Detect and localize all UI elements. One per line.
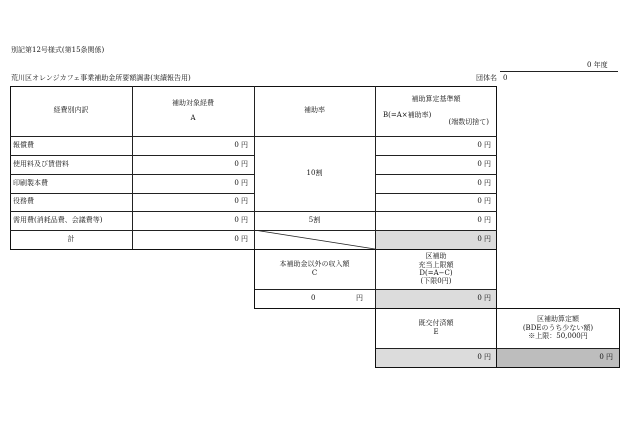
org-value: 0 <box>503 74 508 82</box>
total-amount: 0 円 <box>234 234 248 243</box>
row-name: 報償費 <box>13 140 34 149</box>
grid-line <box>496 249 497 367</box>
final-rule: (BDEのうち少ない額) <box>522 323 594 332</box>
total-label: 計 <box>67 234 75 243</box>
grid-line <box>375 308 376 367</box>
grid-line <box>496 86 497 249</box>
limit-note: (下限0円) <box>420 277 452 286</box>
fiscal-year-underline <box>500 71 618 72</box>
grid-line <box>254 86 255 249</box>
row-base: 0 円 <box>477 215 491 224</box>
header-target-letter: A <box>190 114 196 122</box>
income-value: 0 <box>311 293 316 302</box>
limit-header <box>375 249 497 289</box>
income-label: 本補助金以外の収入額 <box>279 259 350 268</box>
grid-line <box>132 86 133 249</box>
limit-label-2: 充当上限額 <box>418 260 454 269</box>
paid-header <box>375 308 497 348</box>
row-base: 0 円 <box>477 140 491 149</box>
grid-line <box>375 249 376 308</box>
grid-line <box>254 308 620 309</box>
paid-label: 既交付済額 <box>418 318 454 327</box>
limit-formula: D(=A−C) <box>419 269 453 277</box>
row-amount: 0 円 <box>234 159 248 168</box>
row-base: 0 円 <box>477 159 491 168</box>
paid-value: 0 円 <box>477 352 491 361</box>
row-name: 印刷製本費 <box>13 178 48 187</box>
final-label: 区補助算定額 <box>537 314 579 323</box>
row-name: 使用料及び賃借料 <box>13 159 69 168</box>
grid-line <box>619 308 620 367</box>
header-rate: 補助率 <box>304 106 325 115</box>
header-item: 経費別内訳 <box>53 106 89 115</box>
paid-letter: E <box>433 328 439 336</box>
row-amount: 0 円 <box>234 140 248 149</box>
final-value: 0 円 <box>599 352 613 361</box>
income-letter: C <box>311 269 318 277</box>
limit-value: 0 円 <box>477 293 491 302</box>
income-unit: 円 <box>356 293 363 302</box>
row-amount: 0 円 <box>234 178 248 187</box>
header-target-label: 補助対象経費 <box>172 98 214 107</box>
row-name: 役務費 <box>13 197 34 206</box>
page-title: 荒川区オレンジカフェ事業補助金所要額調書(実績報告用) <box>11 74 191 82</box>
final-header <box>497 308 619 348</box>
grid-line <box>375 367 620 368</box>
income-header <box>254 249 375 289</box>
row-amount: 0 円 <box>234 197 248 206</box>
form-label: 別記第12号様式(第15条関係) <box>11 46 105 54</box>
grid-line <box>375 348 620 349</box>
row-base: 0 円 <box>477 178 491 187</box>
grid-line <box>375 86 376 249</box>
header-base-rounding: (端数切捨て) <box>448 118 489 127</box>
grid-line <box>375 174 497 175</box>
header-base-label: 補助算定基準額 <box>411 94 461 103</box>
grid-line <box>10 86 11 249</box>
total-rate-diagonal <box>254 230 375 249</box>
grid-line <box>254 249 255 308</box>
header-target <box>132 86 254 136</box>
grid-line <box>375 193 497 194</box>
total-base: 0 円 <box>477 234 491 243</box>
limit-label-1: 区補助 <box>425 252 447 261</box>
rate-lower: 5割 <box>308 215 321 224</box>
row-name: 需用費(消耗品費、会議費等) <box>13 215 103 224</box>
final-cap: ※上限：50,000円 <box>528 332 588 341</box>
grid-line <box>375 155 497 156</box>
org-label: 団体名 <box>476 74 497 82</box>
header-base-formula-text: B(=A×補助率) <box>383 110 432 119</box>
income-value-cell <box>254 289 375 308</box>
header-base <box>375 86 497 136</box>
fiscal-year: 0 年度 <box>587 61 608 69</box>
row-base: 0 円 <box>477 197 491 206</box>
row-amount: 0 円 <box>234 215 248 224</box>
rate-upper: 10割 <box>306 168 323 177</box>
